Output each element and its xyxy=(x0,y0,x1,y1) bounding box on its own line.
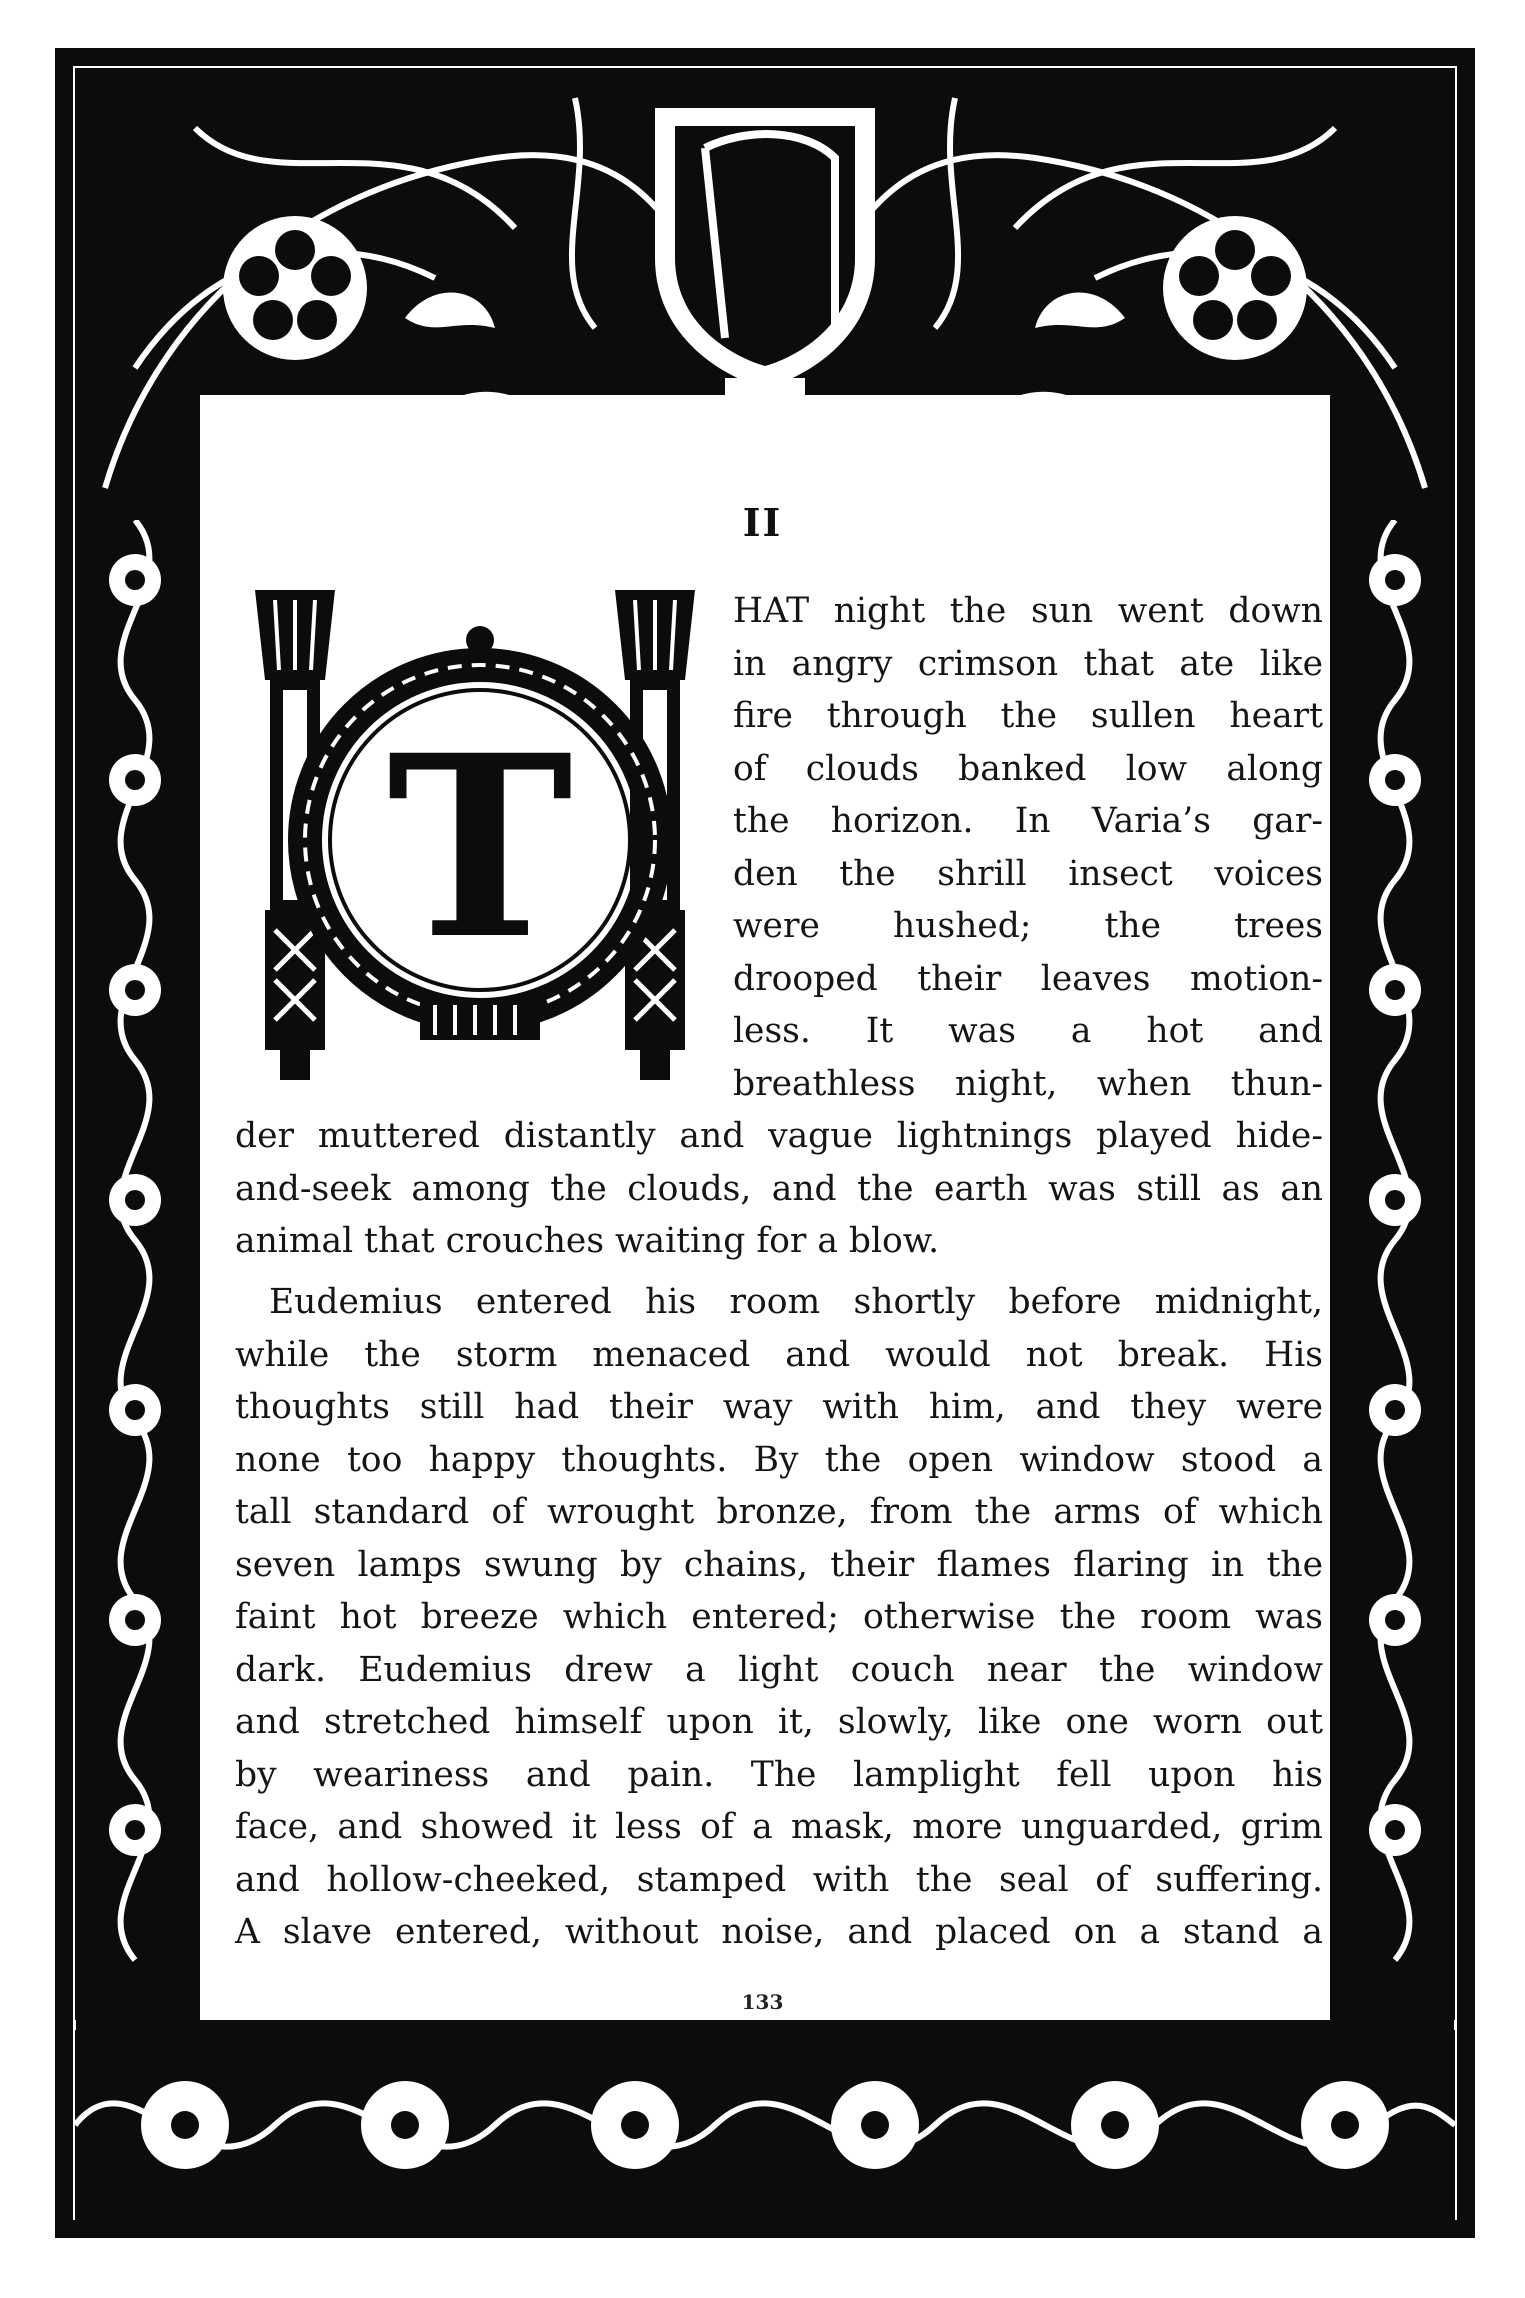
text-line: der muttered distantly and vague lightnings played hide- xyxy=(235,1116,1323,1156)
text-line: and hollow-cheeked, stamped with the seal of suffering. xyxy=(235,1859,1323,1900)
rosette-right-icon xyxy=(1163,216,1307,360)
text-line: less. It was a hot and xyxy=(733,1011,1323,1051)
text-line: fire through the sullen heart xyxy=(733,696,1323,736)
chapter-number: II xyxy=(742,500,783,545)
paragraph-1-head xyxy=(733,585,1323,1110)
left-ornament-column xyxy=(75,520,195,2020)
text-line: dark. Eudemius drew a light couch near the window xyxy=(235,1649,1323,1690)
right-ornament-column xyxy=(1335,520,1455,2020)
text-line: while the storm menaced and would not break. His xyxy=(235,1334,1323,1375)
text-line: drooped their leaves motion- xyxy=(733,958,1323,999)
text-line: the horizon. In Varia’s gar- xyxy=(733,801,1323,841)
text-line: HAT night the sun went down xyxy=(733,591,1323,631)
text-line: Eudemius entered his room shortly before midnight, xyxy=(269,1282,1323,1322)
text-line: and stretched himself upon it, slowly, like one worn out xyxy=(235,1702,1323,1742)
paragraph-2 xyxy=(235,1276,1323,1959)
text-line: by weariness and pain. The lamplight fell upon his xyxy=(235,1754,1323,1795)
text-line: were hushed; the trees xyxy=(733,906,1323,946)
text-line: and-seek among the clouds, and the earth was still as an xyxy=(235,1168,1323,1209)
text-line: A slave entered, without noise, and placed on a stand a xyxy=(235,1912,1323,1952)
text-line: thoughts still had their way with him, and they were xyxy=(235,1387,1323,1427)
bottom-ornament-illustration xyxy=(75,2030,1455,2220)
text-line: none too happy thoughts. By the open window stood a xyxy=(235,1439,1323,1480)
text-line: of clouds banked low along xyxy=(733,748,1323,789)
page-number: 133 xyxy=(741,1990,784,2014)
text-line: face, and showed it less of a mask, more unguarded, grim xyxy=(235,1807,1323,1847)
text-line: in angry crimson that ate like xyxy=(733,643,1323,684)
text-line: faint hot breeze which entered; otherwise the room was xyxy=(235,1597,1323,1637)
text-line: den the shrill insect voices xyxy=(733,853,1323,894)
text-line: breathless night, when thun- xyxy=(733,1063,1323,1104)
text-line: tall standard of wrought bronze, from the arms of which xyxy=(235,1492,1323,1532)
rosette-left-icon xyxy=(223,216,367,360)
drop-cap-illustration xyxy=(245,590,715,1090)
text-line: animal that crouches waiting for a blow. xyxy=(235,1221,940,1261)
text-line: seven lamps swung by chains, their flames flaring in the xyxy=(235,1544,1323,1585)
paragraph-1-tail xyxy=(235,1110,1323,1268)
drop-cap-letter: T xyxy=(386,700,574,994)
